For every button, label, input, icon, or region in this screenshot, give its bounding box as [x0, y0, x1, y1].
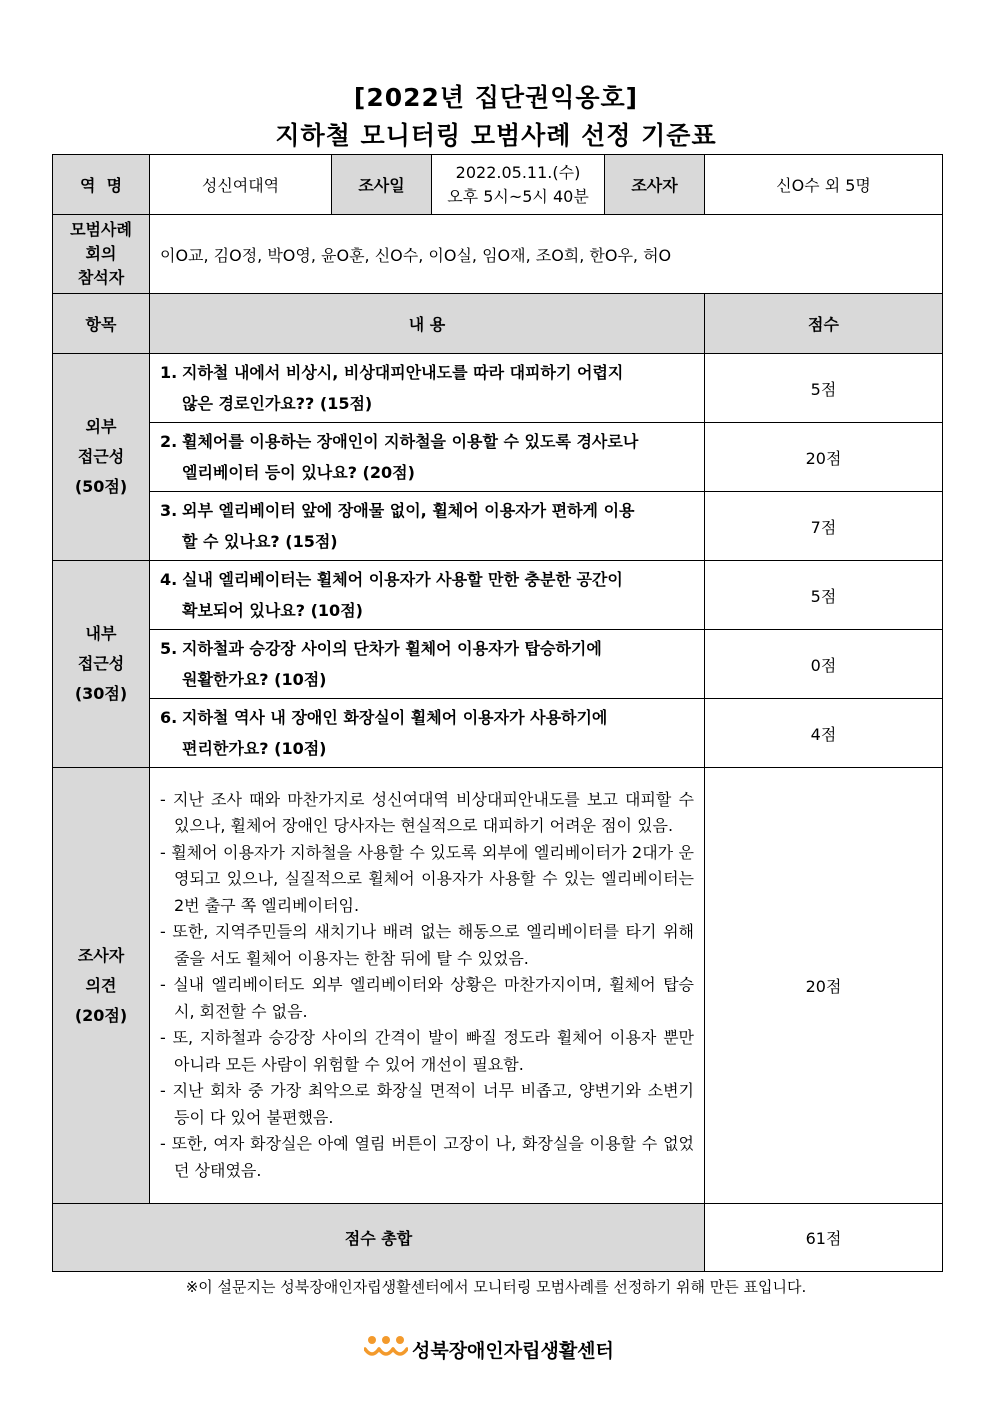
section-internal-line2: 접근성: [77, 654, 125, 673]
question-6: [150, 699, 705, 768]
header-score: 점수: [705, 294, 943, 354]
opinion-row: [53, 768, 943, 1204]
question-6-first-line: 지하철 역사 내 장애인 화장실이 휠체어 이용자가 사용하기에: [182, 708, 608, 727]
total-label: 점수 총합: [53, 1204, 705, 1272]
section-internal: [53, 561, 150, 768]
section-external: [53, 354, 150, 561]
header-item: 항목: [53, 294, 150, 354]
section-external-line1: 외부: [85, 417, 117, 436]
question-row: [53, 492, 943, 561]
question-row: [53, 423, 943, 492]
opinion-label: [53, 768, 150, 1204]
opinion-item: - 또, 지하철과 승강장 사이의 간격이 발이 빠질 정도라 휠체어 이용자 뿐만 아니라 모든 사람이 위험할 수 있어 개선이 필요함.: [160, 1028, 694, 1074]
question-1-first-line: 지하철 내에서 비상시, 비상대피안내도를 따라 대피하기 어렵지: [182, 363, 624, 382]
opinion-item: - 실내 엘리베이터도 외부 엘리베이터와 상황은 마찬가지이며, 휠체어 탑승 시, 회전할 수 없음.: [160, 975, 694, 1021]
question-5-rest: 원활한가요? (10점): [182, 670, 327, 689]
organization-logo: [364, 1334, 614, 1364]
attendees-value: 이O교, 김O정, 박O영, 윤O훈, 신O수, 이O실, 임O재, 조O희, 한O우, 허O: [150, 215, 943, 294]
question-1: [150, 354, 705, 423]
question-5-first-line: 지하철과 승강장 사이의 단차가 휠체어 이용자가 탑승하기에: [182, 639, 602, 658]
station-value: 성신여대역: [150, 155, 332, 215]
total-row: [53, 1204, 943, 1272]
question-1-number: 1.: [160, 363, 178, 382]
opinion-label-line2: 의견: [85, 975, 117, 995]
question-6-number: 6.: [160, 708, 178, 727]
section-internal-line3: (30점): [74, 684, 128, 703]
table-header-row: [53, 294, 943, 354]
opinion-item: - 또한, 지역주민들의 새치기나 배려 없는 해동으로 엘리베이터를 타기 위해 줄을 서도 휠체어 이용자는 한참 뒤에 탈 수 있었음.: [160, 922, 694, 968]
document-title-line1: [2022년 집단권익옹호]: [353, 83, 639, 112]
question-row: [53, 630, 943, 699]
question-4-score: 5점: [705, 561, 943, 630]
question-6-score: 4점: [705, 699, 943, 768]
logo-name: 성북장애인자립생활센터: [412, 1339, 614, 1362]
question-2-number: 2.: [160, 432, 178, 451]
question-1-rest: 않은 경로인가요?? (15점): [182, 394, 373, 413]
footnote: ※이 설문지는 성북장애인자립생활센터에서 모니터링 모범사례를 선정하기 위해 만든 표입니다.: [185, 1278, 807, 1296]
date-value: [432, 155, 605, 215]
opinion-content: [150, 768, 705, 1204]
question-6-rest: 편리한가요? (10점): [182, 739, 327, 758]
question-2-rest: 엘리베이터 등이 있나요? (20점): [182, 463, 415, 482]
section-external-line2: 접근성: [77, 447, 125, 466]
question-2: [150, 423, 705, 492]
question-row: [53, 561, 943, 630]
question-2-score: 20점: [705, 423, 943, 492]
opinion-item: - 휠체어 이용자가 지하철을 사용할 수 있도록 외부에 엘리베이터가 2대가 운영되고 있으나, 실질적으로 휠체어 이용자가 사용할 수 있는 엘리베이터는 2번 출구 쪽 엘리베이터임.: [160, 842, 694, 915]
question-4: [150, 561, 705, 630]
question-5: [150, 630, 705, 699]
question-2-first-line: 휠체어를 이용하는 장애인이 지하철을 이용할 수 있도록 경사로나: [182, 432, 639, 451]
attendees-label-line1: 모범사례: [70, 220, 132, 239]
question-3: [150, 492, 705, 561]
question-3-rest: 할 수 있나요? (15점): [182, 532, 338, 551]
question-4-rest: 확보되어 있나요? (10점): [182, 601, 363, 620]
question-4-first-line: 실내 엘리베이터는 휠체어 이용자가 사용할 만한 충분한 공간이: [182, 570, 623, 589]
question-5-number: 5.: [160, 639, 178, 658]
total-score: 61점: [705, 1204, 943, 1272]
date-label: 조사일: [332, 155, 432, 215]
date-value-line2: 오후 5시~5시 40분: [447, 186, 589, 206]
attendees-label-line2: 회의: [85, 244, 117, 263]
opinion-item: - 또한, 여자 화장실은 아예 열림 버튼이 고장이 나, 화장실을 이용할 수 없었던 상태였음.: [160, 1134, 694, 1180]
criteria-table: [52, 154, 943, 1272]
opinion-label-line3: (20점): [74, 1005, 128, 1025]
document-title-line2: 지하철 모니터링 모범사례 선정 기준표: [275, 121, 717, 150]
question-5-score: 0점: [705, 630, 943, 699]
opinion-item: - 지난 회차 중 가장 최악으로 화장실 면적이 너무 비좁고, 양변기와 소변기 등이 다 있어 불편했음.: [160, 1081, 694, 1127]
attendees-label: [53, 215, 150, 294]
question-4-number: 4.: [160, 570, 178, 589]
question-row: [53, 699, 943, 768]
opinion-score: 20점: [705, 768, 943, 1204]
opinion-item: - 지난 조사 때와 마찬가지로 성신여대역 비상대피안내도를 보고 대피할 수 있으나, 휠체어 장애인 당사자는 현실적으로 대피하기 어려운 점이 있음.: [160, 789, 694, 836]
section-internal-line1: 내부: [85, 624, 117, 643]
date-value-line1: 2022.05.11.(수): [455, 162, 581, 182]
question-3-number: 3.: [160, 501, 178, 520]
header-content: 내 용: [150, 294, 705, 354]
surveyor-label: 조사자: [605, 155, 705, 215]
station-label: 역 명: [53, 155, 150, 215]
logo-figures-icon: [364, 1335, 408, 1363]
question-3-score: 7점: [705, 492, 943, 561]
attendees-label-line3: 참석자: [77, 268, 125, 287]
attendees-row: [53, 215, 943, 294]
opinion-label-line1: 조사자: [77, 945, 125, 965]
section-external-line3: (50점): [74, 477, 128, 496]
question-3-first-line: 외부 엘리베이터 앞에 장애물 없이, 휠체어 이용자가 편하게 이용: [182, 501, 635, 520]
info-row: [53, 155, 943, 215]
question-1-score: 5점: [705, 354, 943, 423]
question-row: [53, 354, 943, 423]
surveyor-value: 신O수 외 5명: [705, 155, 943, 215]
